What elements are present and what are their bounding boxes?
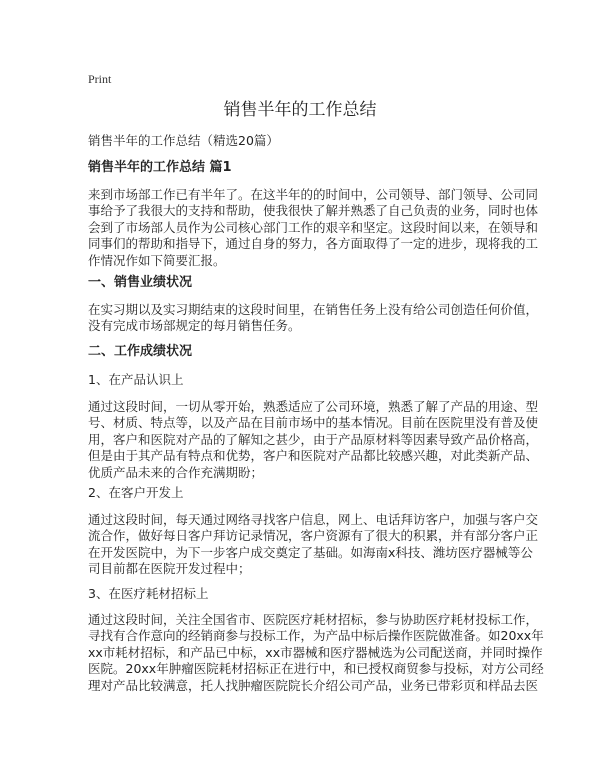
- item3-paragraph: [88, 612, 544, 694]
- text-line: 号、材质、特点等，以及产品在目前市场中的基本情况。目前在医院里没有普及使: [88, 415, 539, 431]
- text-line: 通过这段时间，每天通过网络寻找客户信息，网上、电话拜访客户，加强与客户交: [88, 512, 539, 527]
- text-line: 会到了市场部人员作为公司核心部门工作的艰辛和坚定。这段时间以来，在领导和: [88, 219, 539, 235]
- document-subtitle: 销售半年的工作总结（精选20篇）: [88, 133, 279, 148]
- text-line: 流合作，做好每日客户拜访记录情况，客户资源有了很大的积累，并有部分客户正: [88, 528, 539, 544]
- text-line: 同事们的帮助和指导下，通过自身的努力，各方面取得了一定的进步，现将我的工: [88, 236, 539, 252]
- article-heading: 销售半年的工作总结 篇1: [88, 160, 232, 175]
- text-line: 理对产品比较满意，托人找肿瘤医院院长介绍公司产品，业务已带彩页和样品去医: [88, 677, 539, 693]
- text-line: 通过这段时间，关注全国省市、医院医疗耗材招标，参与协助医疗耗材投标工作，: [88, 612, 539, 627]
- text-line: xx市耗材招标，和产品已中标，xx市器械和医疗器械选为公司配送商，并同时操作: [88, 644, 543, 660]
- text-line: 没有完成市场部规定的每月销售任务。: [88, 318, 301, 334]
- text-line: 用，客户和医院对产品的了解知之甚少，由于产品原材料等因素导致产品价格高，: [88, 431, 539, 447]
- item1-label: 1、在产品认识上: [88, 372, 184, 387]
- text-line: 医院。20xx年肿瘤医院耗材招标正在进行中，和已授权商贸参与投标，对方公司经: [88, 661, 544, 677]
- text-line: 在开发医院中，为下一步客户成交奠定了基础。如海南x科技、潍坊医疗器械等公: [88, 544, 533, 560]
- text-line: 通过这段时间，一切从零开始，熟悉适应了公司环境，熟悉了解了产品的用途、型: [88, 399, 539, 414]
- item1-paragraph: [88, 399, 539, 481]
- item2-paragraph: [88, 512, 539, 578]
- text-line: 在实习期以及实习期结束的这段时间里，在销售任务上没有给公司创造任何价值，: [88, 302, 539, 317]
- page-title: 销售半年的工作总结: [223, 100, 377, 120]
- text-line: 司目前都在医院开发过程中；: [88, 561, 251, 577]
- item2-label: 2、在客户开发上: [88, 485, 184, 500]
- text-line: 来到市场部工作已有半年了。在这半年的的时间中，公司领导、部门领导、公司同: [88, 187, 539, 202]
- section2-heading: 二、工作成绩状况: [88, 344, 193, 359]
- item3-label: 3、在医疗耗材招标上: [88, 586, 209, 601]
- text-line: 作情况作如下简要汇报。: [88, 252, 226, 268]
- section1-paragraph: [88, 302, 539, 335]
- text-line: 事给予了我很大的支持和帮助，使我很快了解并熟悉了自己负责的业务，同时也体: [88, 203, 539, 219]
- print-label: Print: [88, 72, 112, 86]
- text-line: 但是由于其产品有特点和优势，客户和医院对产品都比较感兴趣，对此类新产品、: [88, 448, 539, 464]
- text-line: 优质产品未来的合作充满期盼；: [88, 464, 264, 480]
- text-line: 寻找有合作意向的经销商参与投标工作，为产品中标后操作医院做准备。如20xx年: [88, 628, 544, 644]
- section1-heading: 一、销售业绩状况: [88, 275, 193, 290]
- intro-paragraph: [88, 187, 539, 269]
